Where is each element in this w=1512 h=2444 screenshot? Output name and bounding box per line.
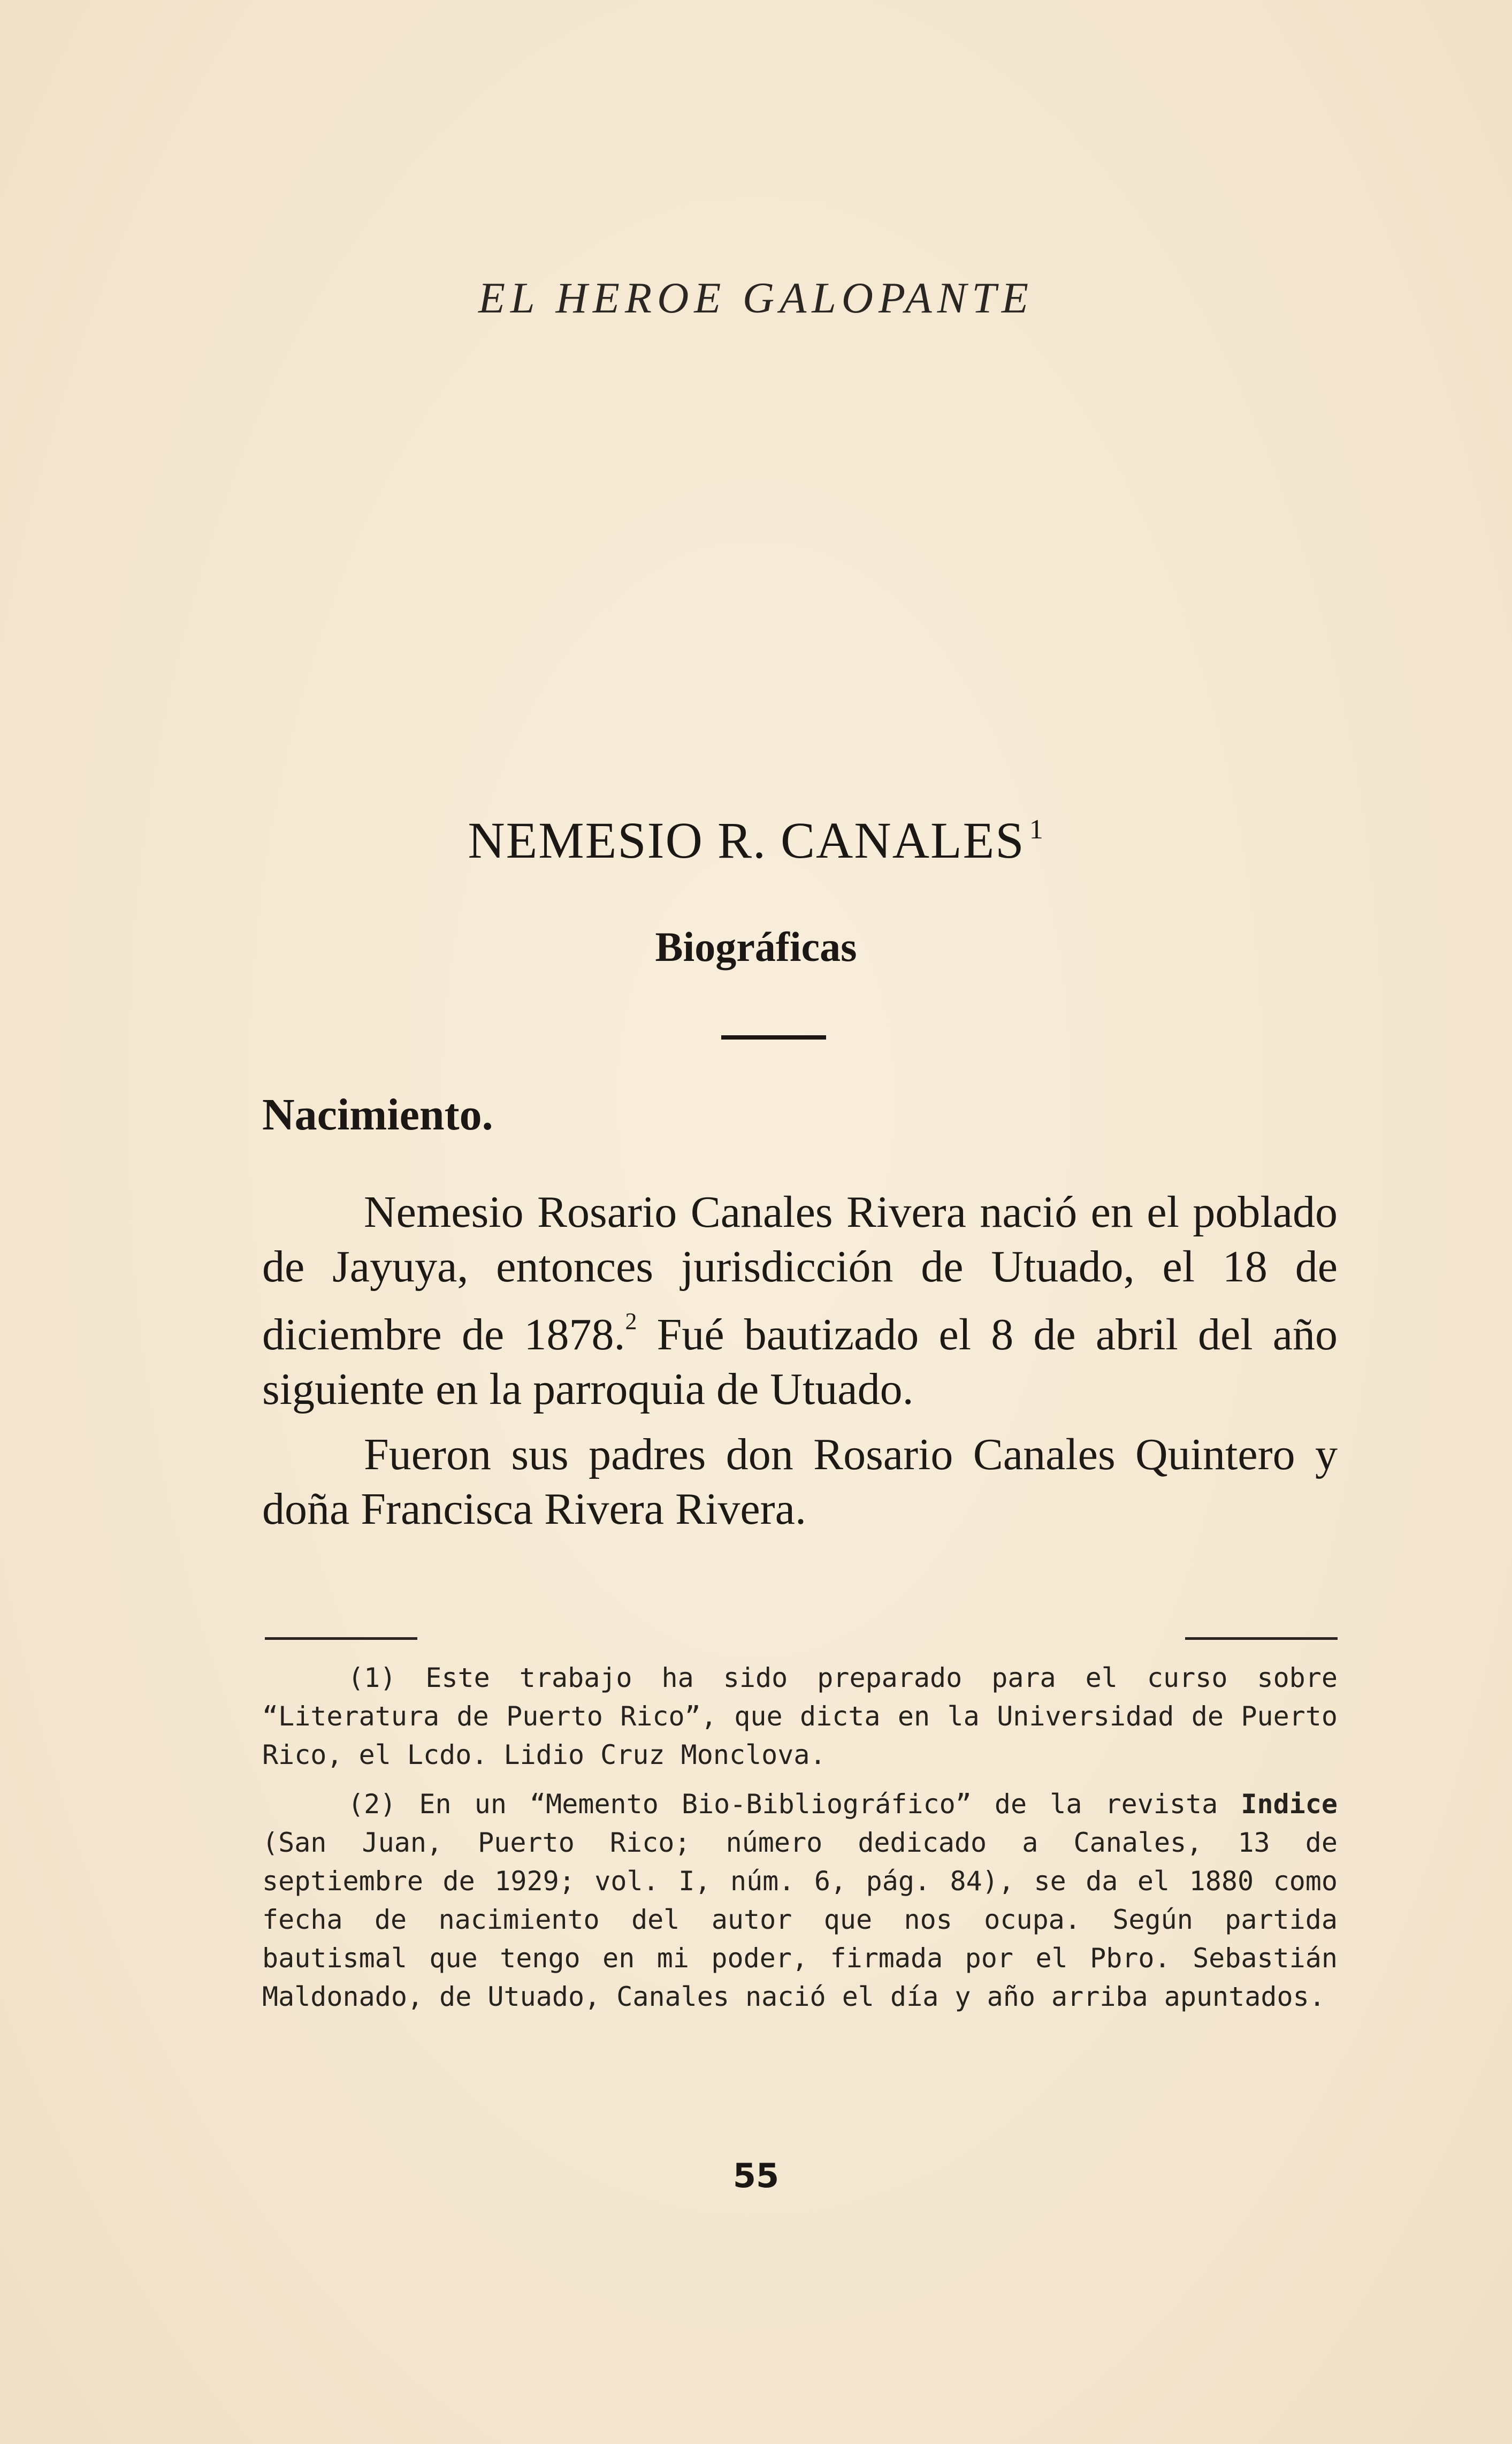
title-footnote-marker: 1 (1029, 814, 1044, 845)
footnote: (1) Este trabajo ha sido preparado para el curso sobre “Literatura de Puerto Rico”, que dicta en la Universidad de Puerto Rico, el Lcdo. Lidio Cruz Monclova. (262, 1662, 1338, 1770)
paragraph: Fueron sus padres don Rosario Canales Quintero y doña Francisca Rivera Rivera. (262, 1430, 1338, 1534)
paragraph (262, 1185, 1338, 1417)
footnote-marker: 2 (625, 1308, 637, 1334)
footnote-rule-left (265, 1637, 417, 1640)
footnote (262, 1785, 1338, 2016)
running-head: EL HEROE GALOPANTE (478, 273, 1034, 322)
footnote-rule-right (1185, 1637, 1338, 1640)
body-text (262, 1185, 1338, 1537)
chapter-title-text: NEMESIO R. CANALES (468, 812, 1025, 869)
page-number: 55 (732, 2156, 780, 2195)
footnote-text: (2) En un “Memento Bio-Bibliográfico” de la revista (348, 1789, 1241, 1820)
chapter-subtitle: Biográficas (655, 923, 857, 970)
paragraph-text: Nemesio Rosario Canales Rivera nació en el poblado de Jayuya, entonces jurisdicción de Utuado, el 18 de diciembre de 1878. (262, 1187, 1338, 1360)
title-divider (721, 1035, 826, 1040)
section-heading: Nacimiento. (262, 1090, 493, 1140)
paragraph-text: Fué bautizado el 8 de abril del año siguiente en la parroquia de Utuado. (262, 1310, 1338, 1414)
footnotes (262, 1659, 1338, 2016)
footnote-text: (San Juan, Puerto Rico; número dedicado a Canales, 13 de septiembre de 1929; vol. I, núm. 6, pág. 84), se da el 1880 como fecha de nacimiento del autor que nos ocupa. Según partida bautismal que tengo en mi poder, firmada por el Pbro. Sebastián Maldonado, de Utuado, Canales nació el día y año arriba apuntados. (262, 1827, 1338, 2012)
chapter-title (0, 811, 1512, 870)
footnote-journal-title: Indice (1241, 1789, 1338, 1820)
